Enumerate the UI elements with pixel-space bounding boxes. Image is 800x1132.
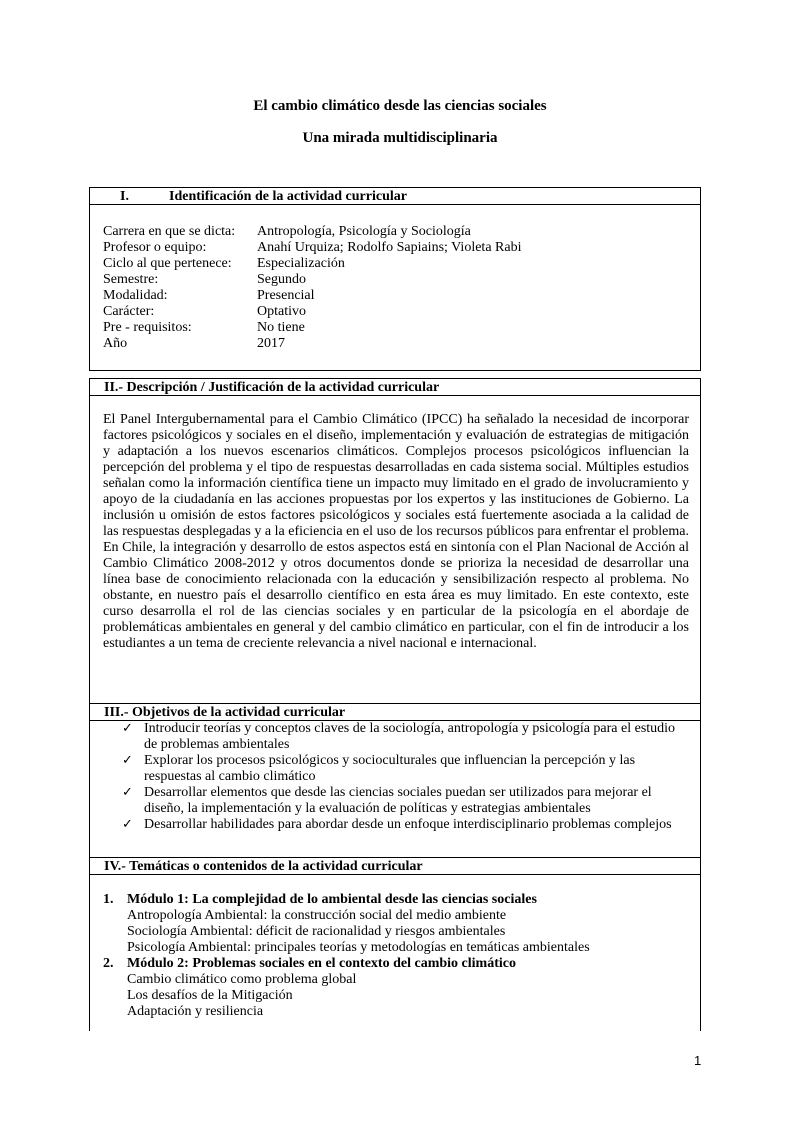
- module-title: Módulo 2: Problemas sociales en el contexto del cambio climático: [127, 956, 516, 971]
- ident-row: Ciclo al que pertenece: Especialización: [103, 256, 345, 271]
- section-1-heading: Identificación de la actividad curricular: [169, 189, 407, 204]
- objectives-list: [104, 721, 684, 833]
- section-4-heading: IV.- Temáticas o contenidos de la actividad curricular: [104, 859, 423, 874]
- module-topic: Los desafíos de la Mitigación: [127, 988, 293, 1003]
- description-paragraph: El Panel Intergubernamental para el Cambio Climático (IPCC) ha señalado la necesidad de incorporar factores psicológicos y sociales en el diseño, implementación y evaluación de estrategias de mitigación y adaptación a los nuevos escenarios climáticos. Complejos procesos psicológicos influencian la percepción del problema y el tipo de respuestas desarrolladas en cada sistema social. Múltiples estudios señalan como la información científica tiene un impacto muy limitado en el grado de involucramiento y apoyo de la ciudadanía en las acciones propuestas por los expertos y las instituciones de Gobierno. La inclusión u omisión de estos factores psicológicos y sociales está fuertemente asociada a la calidad de las respuestas desplegadas y a la eficiencia en el uso de los recursos públicos para enfrentar el problema. En Chile, la integración y desarrollo de estos aspectos está en sintonía con el Plan Nacional de Acción al Cambio Climático 2008-2012 y otros documentos donde se prioriza la necesidad de desarrollar una línea base de conocimiento relacionada con la educación y sensibilización respecto al problema. No obstante, en nuestro país el desarrollo científico en esta área es muy limitado. En este contexto, este curso desarrolla el rol de las ciencias sociales y en particular de la psicología en el abordaje de problemáticas ambientales en general y del cambio climático en particular, con el fin de introducir a los estudiantes a un tema de creciente relevancia a nivel nacional e internacional.: [103, 412, 689, 651]
- section-1-number: I.: [120, 189, 129, 204]
- identification-list: [103, 224, 663, 352]
- module-topic: Psicología Ambiental: principales teorías y metodologías en temáticas ambientales: [127, 940, 590, 955]
- page-number: 1: [694, 1053, 702, 1068]
- ident-row: Pre - requisitos: No tiene: [103, 320, 305, 335]
- ident-row: Carácter: Optativo: [103, 304, 306, 319]
- module-number: 2.: [103, 956, 114, 971]
- objective-item: ✓ Explorar los procesos psicológicos y socioculturales que influencian la percepción y las respuestas al cambio climático: [122, 753, 636, 784]
- module-item: [103, 892, 689, 956]
- objective-item: ✓ Introducir teorías y conceptos claves de la sociología, antropología y psicología para el estudio de problemas ambientales: [122, 721, 676, 752]
- ident-row: Carrera en que se dicta: Antropología, Psicología y Sociología: [103, 224, 471, 239]
- checkmark-icon: ✓: [122, 721, 133, 736]
- section-2-heading: II.- Descripción / Justificación de la actividad curricular: [104, 380, 440, 395]
- section-1-header: [89, 187, 701, 205]
- document-subtitle: Una mirada multidisciplinaria: [302, 130, 498, 146]
- objective-item: ✓ Desarrollar habilidades para abordar desde un enfoque interdisciplinario problemas complejos: [122, 817, 672, 832]
- module-item: [103, 956, 689, 1020]
- module-number: 1.: [103, 892, 114, 907]
- document-title: El cambio climático desde las ciencias sociales: [253, 98, 547, 114]
- section-2-header: [89, 378, 701, 396]
- ident-row: Profesor o equipo: Anahí Urquiza; Rodolfo Sapiains; Violeta Rabi: [103, 240, 522, 255]
- modules-list: [103, 892, 689, 1020]
- module-topic: Cambio climático como problema global: [127, 972, 357, 987]
- checkmark-icon: ✓: [122, 817, 133, 832]
- checkmark-icon: ✓: [122, 785, 133, 800]
- section-3-heading: III.- Objetivos de la actividad curricular: [104, 705, 346, 720]
- objective-item: ✓ Desarrollar elementos que desde las ciencias sociales puedan ser utilizados para mejorar el diseño, la implementación y la evaluación de políticas y estrategias ambientales: [122, 785, 652, 816]
- ident-row: Semestre: Segundo: [103, 272, 306, 287]
- section-4-header: [89, 857, 701, 875]
- module-title: Módulo 1: La complejidad de lo ambiental desde las ciencias sociales: [127, 892, 537, 907]
- description-text: [103, 412, 689, 652]
- ident-row: Año 2017: [103, 336, 285, 351]
- module-topic: Sociología Ambiental: déficit de racionalidad y riesgos ambientales: [127, 924, 506, 939]
- module-topic: Adaptación y resiliencia: [127, 1004, 264, 1019]
- module-topic: Antropología Ambiental: la construcción social del medio ambiente: [127, 908, 507, 923]
- ident-row: Modalidad: Presencial: [103, 288, 315, 303]
- checkmark-icon: ✓: [122, 753, 133, 768]
- section-3-header: [89, 703, 701, 721]
